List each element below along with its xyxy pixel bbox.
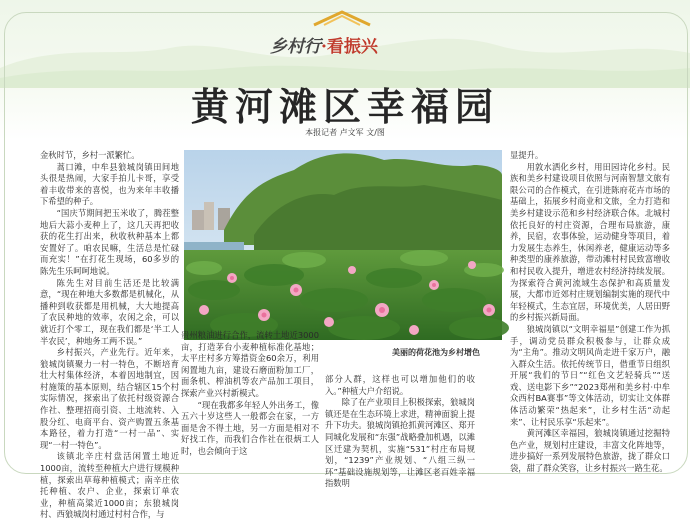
paragraph: 蒿口滩，中牟县狼城岗镇田间地头很是热闹，大家手拍儿卡哥，享受着丰收带来的喜悦，也为来年丰收播下希望的种子。 [40, 161, 179, 207]
article-column-1 [40, 150, 179, 520]
paragraph: 贵州粮油进行合作，流转土地近3000亩，打造茅台小麦种植标准化基地；太平庄村多方筹措资金60余万，利用闲置地九亩，建设石磨面粉加工厂，面条机、榨油机等农产品加工项目，探索产业兴村新模式。 [181, 330, 319, 398]
section-logo [268, 10, 418, 70]
article-column-4 [510, 150, 670, 474]
lotus-pond-image [184, 150, 502, 340]
article-column-2 [181, 330, 319, 465]
paragraph: 显提升。 [510, 150, 544, 160]
paragraph: 乡村振兴，产业先行。近年来，狼城岗镇聚力一村一特色，不断培育壮大村集体经济，本着因地制宜，因村施策的基本原则，结合辖区15个村实际情况，探索出了依托村级资源合作社、整理招商引资、土地流转、入股分红、电商平台、资产购置五条基本路径，着力打造“一村一品”、实现“一村一特色”。 [40, 347, 179, 450]
paragraph: 该镇北辛庄村盘活闲置土地近1000亩，流转至种植大户进行规模种植，探索出草莓种植模式；南辛庄依托种植、农户、企业，探索订单农业，种植高粱近1000亩；东狼城岗村、西狼城岗村通过村村合作，与 [40, 451, 179, 520]
paragraph: “国庆节期间把玉米收了，腾茬整地后大蒜小麦种上了，这几天再把收获的花生打出来，秋收秋种基本上都安置好了。咱农民嘛，生活总是忙碌而充实！”在打花生现场，60多岁的陈先生乐呵呵地说。 [40, 207, 179, 276]
roof-icon [312, 10, 372, 26]
article-headline: 黄河滩区幸福园 [190, 85, 499, 129]
paragraph: 黄河滩区幸福园，狼城岗镇通过挖掘特色产业，规划村庄建设，丰富文化阵地等，进步搞好一系列发展特色旅游，拢了群众口袋，甜了群众笑容，让乡村振兴一路生花。 [510, 428, 670, 474]
photo-caption: 美丽的荷花池为乡村增色 [392, 348, 480, 357]
paragraph: 狼城岗镇以“文明幸福星”创建工作为抓手，调动党员群众积极参与，让群众成为“主角”。推动文明风尚走进千家万户，融入群众生活。依托传统节日，借重节日组织开展“我们的节日”“红色文艺轻骑兵”“送戏、送电影下乡”“2023郑州和美乡村·中牟众西村BA赛事”等文体活动，切实让文体群体活动繁荣“热起来”，让乡村生活“动起来”、让村民乐享“乐起来”。 [510, 323, 670, 427]
paragraph: “现在我都多年轻人外出务工，像五六十岁这些人一般都会在家，一方面是舍不得土地，另一方面是相对不好找工作，而我们合作社在很炳工人时，也会倾向于这 [181, 399, 319, 456]
paragraph: 用敦水洒化乡村，用田园诗化乡村。民族和美乡村建设项目依照与河南智慧文旅有限公司的合作模式，在引进陈府花卉市场的基础上，拓展乡村商业和文旅，全力打造和美乡村建设示范和乡村经济联合体。北城村依托良好的村庄资源，合理布局旅游，康养，民宿，农事体验，运动健身等项目，着力发展生态养生，休闲养老，健康运动等多种类型的康养旅游，带动滩村村民致富增收和村民收入提升，增进农村经济持续发展。为探索符合黄河流域生态保护和高质量发展，大都市近郊村庄规划编制实施的现代中年轻模式，生态宜居，环境优美，人居田野的乡村振兴新局面。 [510, 161, 670, 323]
section-title: 乡村行·看振兴 [270, 37, 378, 57]
paragraph: 陈先生对目前生活还是比较满意，“现在种地大多数都是机械化，从播种到收获都是用机械，大大地提高了农民种地的效率，农闲之余，可以就近打个零工，现在我们都是‘半工人半农民’，种地务工两不误。” [40, 277, 179, 346]
lotus-pond-photo [184, 150, 502, 340]
article-byline: 本报记者 卢文军 文/图 [305, 128, 385, 137]
paragraph: 部分人群，这样也可以增加他们的收入。”种植大户介绍说。 [325, 374, 475, 396]
paragraph: 金秋时节，乡村一派繁忙。 [40, 150, 140, 160]
paragraph: 除了在产业项目上积极探索，狼城岗镇还是在生态环境上求进，精神面貌上提升下功夫。狼城岗镇抢抓黄河滩区、郑开同城化发展和“东强”战略叠加机遇，以滩区迁建为契机，实施“531”村庄布局规划，“1239”产业规划、“八组三纵一环”基础设施规划等，让滩区老百姓幸福指数明 [325, 397, 475, 489]
article-column-3 [325, 374, 475, 489]
